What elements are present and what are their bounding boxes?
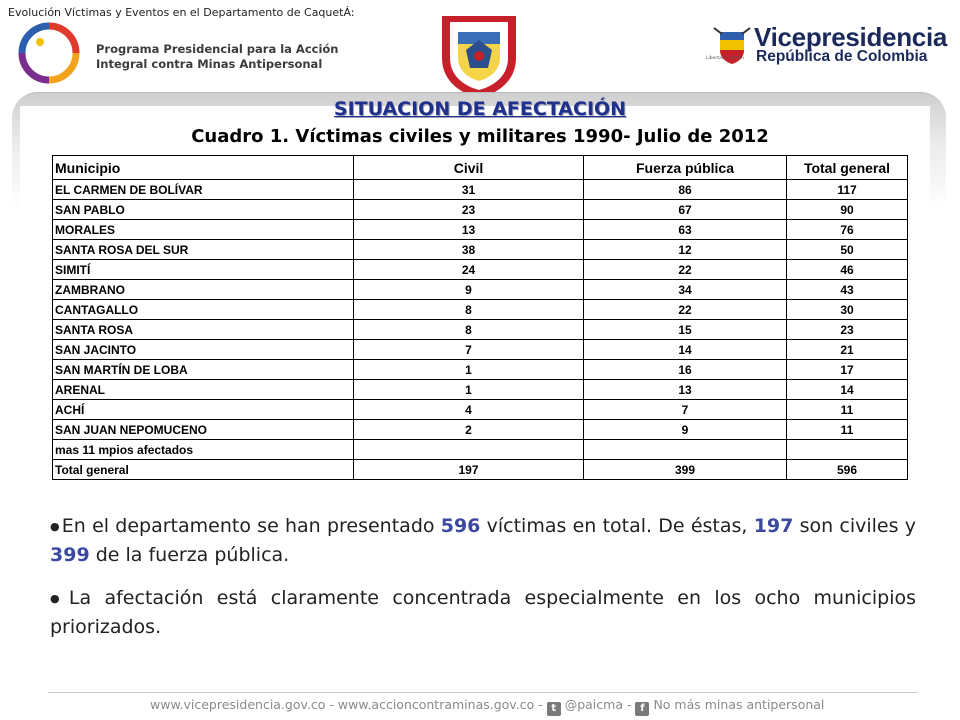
bullet-text: son civiles y bbox=[793, 515, 916, 537]
cell-civil: 7 bbox=[354, 340, 584, 360]
bullet-list bbox=[50, 512, 916, 656]
footer-facebook-page[interactable]: No más minas antipersonal bbox=[653, 697, 825, 712]
cell-total-general bbox=[787, 440, 908, 460]
vicepresidencia-title: Vicepresidencia bbox=[754, 22, 948, 52]
cell-fuerza-publica: 399 bbox=[584, 460, 787, 480]
column-header-total-general: Total general bbox=[787, 156, 908, 180]
table-title: Cuadro 1. Víctimas civiles y militares 1990- Julio de 2012 bbox=[191, 126, 769, 147]
cell-fuerza-publica: 14 bbox=[584, 340, 787, 360]
facebook-icon: f bbox=[635, 702, 649, 716]
colombia-seal-icon bbox=[436, 10, 522, 100]
cell-municipio: ACHÍ bbox=[53, 400, 354, 420]
cell-civil: 23 bbox=[354, 200, 584, 220]
footer-separator: - bbox=[538, 697, 543, 712]
table-row bbox=[53, 380, 908, 400]
cell-total-general: 17 bbox=[787, 360, 908, 380]
cell-total-general: 90 bbox=[787, 200, 908, 220]
twitter-icon: t bbox=[547, 702, 561, 716]
footer bbox=[150, 697, 824, 716]
vicepresidencia-subtitle: República de Colombia bbox=[756, 48, 928, 65]
vicepresidencia-emblem-caption: Libertad y Orden bbox=[706, 56, 744, 61]
table-row bbox=[53, 340, 908, 360]
cell-municipio: ARENAL bbox=[53, 380, 354, 400]
footer-separator: - bbox=[626, 697, 632, 712]
cell-total-general: 76 bbox=[787, 220, 908, 240]
table-row bbox=[53, 300, 908, 320]
bullet-item bbox=[50, 512, 916, 570]
table-row bbox=[53, 260, 908, 280]
cell-municipio: SAN JACINTO bbox=[53, 340, 354, 360]
cell-civil: 197 bbox=[354, 460, 584, 480]
column-header-municipio: Municipio bbox=[53, 156, 354, 180]
program-name bbox=[96, 42, 338, 72]
table-row bbox=[53, 360, 908, 380]
footer-separator: - bbox=[329, 697, 334, 712]
footer-link-accioncontraminas[interactable]: www.accioncontraminas.gov.co bbox=[337, 697, 535, 712]
fuerza-publica-victims-value: 399 bbox=[50, 544, 90, 566]
cell-fuerza-publica: 16 bbox=[584, 360, 787, 380]
cell-civil: 1 bbox=[354, 380, 584, 400]
cell-civil: 2 bbox=[354, 420, 584, 440]
cell-fuerza-publica: 63 bbox=[584, 220, 787, 240]
cell-total-general: 46 bbox=[787, 260, 908, 280]
table-row bbox=[53, 320, 908, 340]
slide-caption: Evolución Víctimas y Eventos en el Departamento de CaquetÁ: bbox=[8, 6, 355, 19]
cell-fuerza-publica: 12 bbox=[584, 240, 787, 260]
cell-civil: 13 bbox=[354, 220, 584, 240]
cell-civil: 38 bbox=[354, 240, 584, 260]
table-row bbox=[53, 200, 908, 220]
cell-municipio: Total general bbox=[53, 460, 354, 480]
cell-municipio: SANTA ROSA bbox=[53, 320, 354, 340]
cell-total-general: 11 bbox=[787, 400, 908, 420]
cell-municipio: MORALES bbox=[53, 220, 354, 240]
table-row bbox=[53, 280, 908, 300]
civil-victims-value: 197 bbox=[753, 515, 794, 537]
cell-fuerza-publica: 22 bbox=[584, 260, 787, 280]
cell-municipio: SAN JUAN NEPOMUCENO bbox=[53, 420, 354, 440]
table-row bbox=[53, 420, 908, 440]
cell-total-general: 21 bbox=[787, 340, 908, 360]
bullet-text: de la fuerza pública. bbox=[89, 544, 290, 566]
cell-fuerza-publica: 15 bbox=[584, 320, 787, 340]
bullet-item bbox=[50, 584, 916, 642]
table-row bbox=[53, 440, 908, 460]
cell-civil: 1 bbox=[354, 360, 584, 380]
table-row bbox=[53, 180, 908, 200]
cell-civil: 8 bbox=[354, 300, 584, 320]
cell-total-general: 50 bbox=[787, 240, 908, 260]
program-name-line2: Integral contra Minas Antipersonal bbox=[96, 57, 323, 71]
cell-civil: 4 bbox=[354, 400, 584, 420]
cell-municipio: SAN MARTÍN DE LOBA bbox=[53, 360, 354, 380]
bullet-dot-icon: ● bbox=[50, 592, 67, 605]
cell-fuerza-publica: 7 bbox=[584, 400, 787, 420]
bullet-text: víctimas en total. De éstas, bbox=[480, 515, 754, 537]
bullet-text: La afectación está claramente concentrada especialmente en los ocho municipios priorizados. bbox=[50, 587, 916, 638]
cell-total-general: 596 bbox=[787, 460, 908, 480]
cell-fuerza-publica: 9 bbox=[584, 420, 787, 440]
table-row bbox=[53, 220, 908, 240]
table-row bbox=[53, 460, 908, 480]
program-name-line1: Programa Presidencial para la Acción bbox=[96, 42, 339, 56]
cell-total-general: 11 bbox=[787, 420, 908, 440]
cell-municipio: SAN PABLO bbox=[53, 200, 354, 220]
section-title: SITUACION DE AFECTACIÓN bbox=[333, 98, 627, 120]
total-victims-value: 596 bbox=[440, 515, 481, 537]
table-header-row bbox=[53, 156, 908, 180]
footer-twitter-handle[interactable]: @paicma bbox=[564, 697, 623, 712]
cell-total-general: 23 bbox=[787, 320, 908, 340]
cell-municipio: SIMITÍ bbox=[53, 260, 354, 280]
cell-civil: 24 bbox=[354, 260, 584, 280]
cell-total-general: 14 bbox=[787, 380, 908, 400]
cell-civil: 9 bbox=[354, 280, 584, 300]
table-row bbox=[53, 240, 908, 260]
bullet-dot-icon: ● bbox=[50, 520, 60, 533]
cell-municipio: ZAMBRANO bbox=[53, 280, 354, 300]
vicepresidencia-emblem-icon bbox=[712, 24, 752, 68]
cell-municipio: mas 11 mpios afectados bbox=[53, 440, 354, 460]
cell-total-general: 43 bbox=[787, 280, 908, 300]
footer-divider bbox=[48, 692, 918, 693]
cell-municipio: SANTA ROSA DEL SUR bbox=[53, 240, 354, 260]
cell-fuerza-publica: 22 bbox=[584, 300, 787, 320]
cell-civil bbox=[354, 440, 584, 460]
cell-fuerza-publica: 34 bbox=[584, 280, 787, 300]
table-row bbox=[53, 400, 908, 420]
footer-link-vicepresidencia[interactable]: www.vicepresidencia.gov.co bbox=[150, 697, 326, 712]
cell-total-general: 30 bbox=[787, 300, 908, 320]
cell-fuerza-publica bbox=[584, 440, 787, 460]
program-logo bbox=[16, 22, 82, 84]
cell-civil: 31 bbox=[354, 180, 584, 200]
column-header-fuerza-publica: Fuerza pública bbox=[584, 156, 787, 180]
cell-fuerza-publica: 86 bbox=[584, 180, 787, 200]
cell-total-general: 117 bbox=[787, 180, 908, 200]
cell-municipio: CANTAGALLO bbox=[53, 300, 354, 320]
column-header-civil: Civil bbox=[354, 156, 584, 180]
bullet-text: En el departamento se han presentado bbox=[61, 515, 441, 537]
cell-civil: 8 bbox=[354, 320, 584, 340]
victims-table bbox=[52, 155, 908, 480]
cell-fuerza-publica: 67 bbox=[584, 200, 787, 220]
cell-fuerza-publica: 13 bbox=[584, 380, 787, 400]
cell-municipio: EL CARMEN DE BOLÍVAR bbox=[53, 180, 354, 200]
table-body bbox=[53, 180, 908, 480]
